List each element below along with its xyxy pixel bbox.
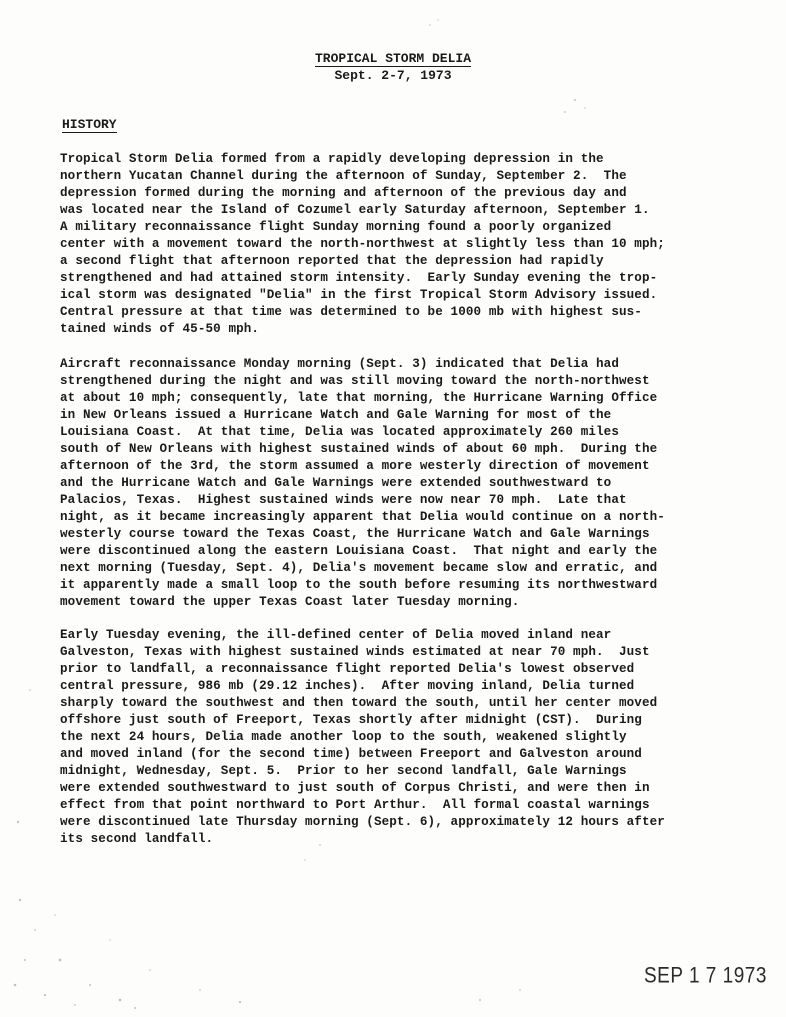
paragraph-reconnaissance: Aircraft reconnaissance Monday morning (Sept. 3) indicated that Delia had strengthened during the night and was still moving toward the north-northwest at about 10 mph; consequently, late that morning, the Hurricane Warning Office in New Orleans issued a Hurricane Watch and Gale Warning for most of the Louisiana Coast. At that time, Delia was located approximately 260 miles south of New Orleans with highest sustained winds of about 60 mph. During the afternoon of the 3rd, the storm assumed a more westerly direction of movement and the Hurricane Watch and Gale Warnings were extended southwestward to Palacios, Texas. Highest sustained winds were now near 70 mph. Late that night, as it became increasingly apparent that Delia would continue on a north- westerly course toward the Texas Coast, the Hurricane Watch and Gale Warnings were discontinued along the eastern Louisiana Coast. That night and early the next morning (Tuesday, Sept. 4), Delia's movement became slow and erratic, and it apparently made a small loop to the south before resuming its northwestward movement toward the upper Texas Coast later Tuesday morning. bbox=[60, 357, 665, 609]
date-stamp: SEP 1 7 1973 bbox=[644, 964, 767, 989]
section-heading: HISTORY bbox=[62, 117, 117, 132]
document-dates: Sept. 2-7, 1973 bbox=[334, 68, 452, 83]
paragraph-formation: Tropical Storm Delia formed from a rapidly developing depression in the northern Yucatan Channel during the afternoon of Sunday, September 2. The depression formed during the morning and afternoon of the previous day and was located near the Island of Cozumel early Saturday afternoon, September 1. A military reconnaissance flight Sunday morning found a poorly organized center with a movement toward the north-northwest at slightly less than 10 mph; a second flight that afternoon reported that the depression had rapidly strengthened and had attained storm intensity. Early Sunday evening the trop- ical storm was designated "Delia" in the first Tropical Storm Advisory issued. Central pressure at that time was determined to be 1000 mb with highest sus- tained winds of 45-50 mph. bbox=[60, 152, 665, 336]
paragraph-landfall: Early Tuesday evening, the ill-defined center of Delia moved inland near Galveston, Texas with highest sustained winds estimated at near 70 mph. Just prior to landfall, a reconnaissance flight reported Delia's lowest observed central pressure, 986 mb (29.12 inches). After moving inland, Delia turned sharply toward the southwest and then toward the south, until her center moved offshore just south of Freeport, Texas shortly after midnight (CST). During the next 24 hours, Delia made another loop to the south, weakened slightly and moved inland (for the second time) between Freeport and Galveston around midnight, Wednesday, Sept. 5. Prior to her second landfall, Gale Warnings were extended southwestward to just south of Corpus Christi, and were then in effect from that point northward to Port Arthur. All formal coastal warnings were discontinued late Thursday morning (Sept. 6), approximately 12 hours after its second landfall. bbox=[60, 628, 665, 846]
document-title: TROPICAL STORM DELIA bbox=[314, 51, 472, 66]
document-title-block bbox=[0, 50, 786, 84]
